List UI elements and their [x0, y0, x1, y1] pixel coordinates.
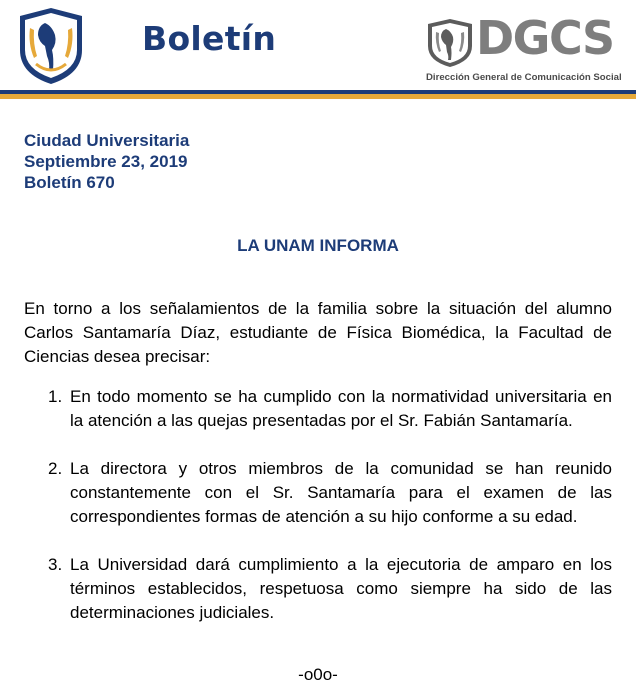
list-item-text: La directora y otros miembros de la comunidad se han reunido constantemente con el Sr. Santamaría para el examen de las correspondientes formas de atención a su hijo conforme a su edad.	[70, 459, 612, 526]
list-item	[24, 457, 612, 529]
list-item	[24, 385, 612, 433]
meta-number: Boletín 670	[24, 173, 115, 192]
list-item-number: 3.	[48, 555, 63, 574]
list-item	[24, 553, 612, 625]
points-list	[24, 385, 612, 649]
page-title: LA UNAM INFORMA	[237, 236, 399, 255]
closing-mark: -o0o-	[298, 665, 338, 684]
header-rule-gold	[0, 94, 636, 99]
unam-seal-small-icon	[426, 18, 474, 68]
list-item-number: 1.	[48, 387, 63, 406]
boletin-title: Boletín	[142, 19, 277, 58]
dgcs-subtitle: Dirección General de Comunicación Social	[426, 72, 622, 83]
dgcs-logo: DGCS	[476, 11, 614, 65]
intro-paragraph: En torno a los señalamientos de la familia sobre la situación del alumno Carlos Santamaría Díaz, estudiante de Física Biomédica, la Facultad de Ciencias desea precisar:	[24, 299, 612, 366]
bulletin-header	[0, 0, 636, 100]
unam-seal-icon	[16, 6, 86, 86]
list-item-text: En todo momento se ha cumplido con la normatividad universitaria en la atención a las quejas presentadas por el Sr. Fabián Santamaría.	[70, 387, 612, 430]
list-item-text: La Universidad dará cumplimiento a la ejecutoria de amparo en los términos establecidos, respetuosa como siempre ha sido de las determinaciones judiciales.	[70, 555, 612, 622]
meta-date: Septiembre 23, 2019	[24, 152, 188, 171]
list-item-number: 2.	[48, 459, 63, 478]
bulletin-meta	[24, 130, 189, 193]
meta-place: Ciudad Universitaria	[24, 131, 190, 150]
